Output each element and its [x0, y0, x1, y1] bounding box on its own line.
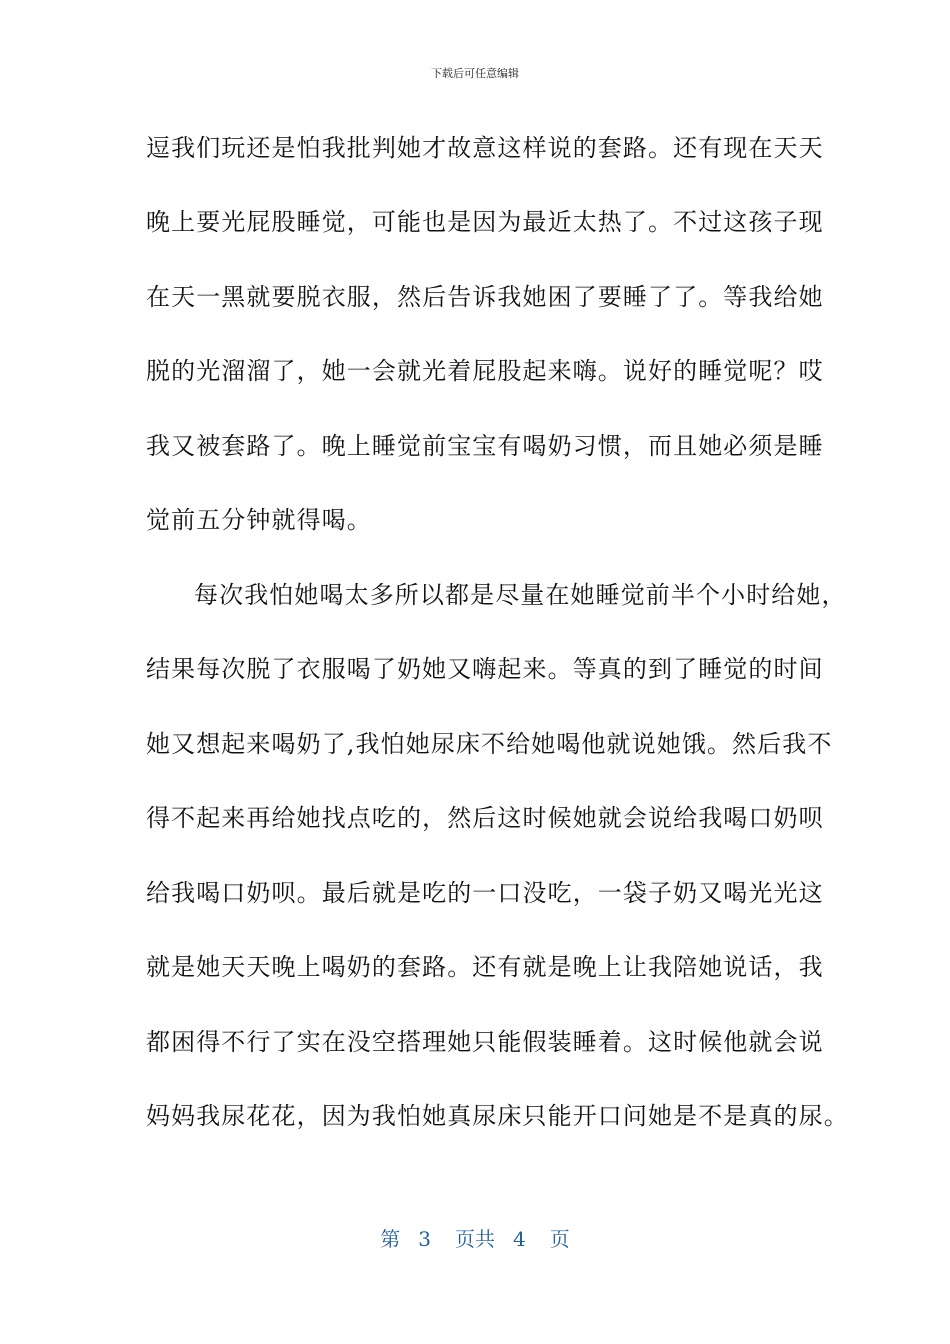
page-header: 下载后可任意编辑 — [431, 67, 519, 80]
text-line: 就是她天天晚上喝奶的套路。还有就是晚上让我陪她说话，我 — [146, 953, 824, 981]
text-line: 逗我们玩还是怕我批判她才故意这样说的套路。还有现在天天 — [146, 134, 824, 162]
text-line: 晚上要光屁股睡觉，可能也是因为最近太热了。不过这孩子现 — [146, 208, 824, 236]
text-line: 都困得不行了实在没空搭理她只能假装睡着。这时候他就会说 — [146, 1028, 824, 1056]
text-line: 她又想起来喝奶了,我怕她尿床不给她喝他就说她饿。然后我不 — [146, 730, 833, 758]
footer-middle: 页共 — [455, 1227, 495, 1251]
text-line: 结果每次脱了衣服喝了奶她又嗨起来。等真的到了睡觉的时间 — [146, 655, 824, 683]
total-page-count: 4 — [513, 1227, 526, 1251]
text-line: 得不起来再给她找点吃的，然后这时候她就会说给我喝口奶呗 — [146, 804, 824, 832]
page-footer — [0, 1226, 950, 1252]
current-page-number: 3 — [418, 1227, 431, 1251]
footer-suffix: 页 — [549, 1227, 570, 1251]
text-line: 在天一黑就要脱衣服，然后告诉我她困了要睡了了。等我给她 — [146, 283, 824, 311]
text-line: 脱的光溜溜了，她一会就光着屁股起来嗨。说好的睡觉呢？哎 — [146, 357, 824, 385]
footer-prefix: 第 — [380, 1227, 401, 1251]
text-line: 给我喝口奶呗。最后就是吃的一口没吃，一袋子奶又喝光光这 — [146, 879, 824, 907]
paragraph-first-line: 每次我怕她喝太多所以都是尽量在她睡觉前半个小时给她， — [194, 581, 847, 609]
text-line: 觉前五分钟就得喝。 — [146, 506, 372, 534]
text-line: 我又被套路了。晚上睡觉前宝宝有喝奶习惯，而且她必须是睡 — [146, 432, 824, 460]
text-line: 妈妈我尿花花，因为我怕她真尿床只能开口问她是不是真的尿。 — [146, 1102, 849, 1130]
